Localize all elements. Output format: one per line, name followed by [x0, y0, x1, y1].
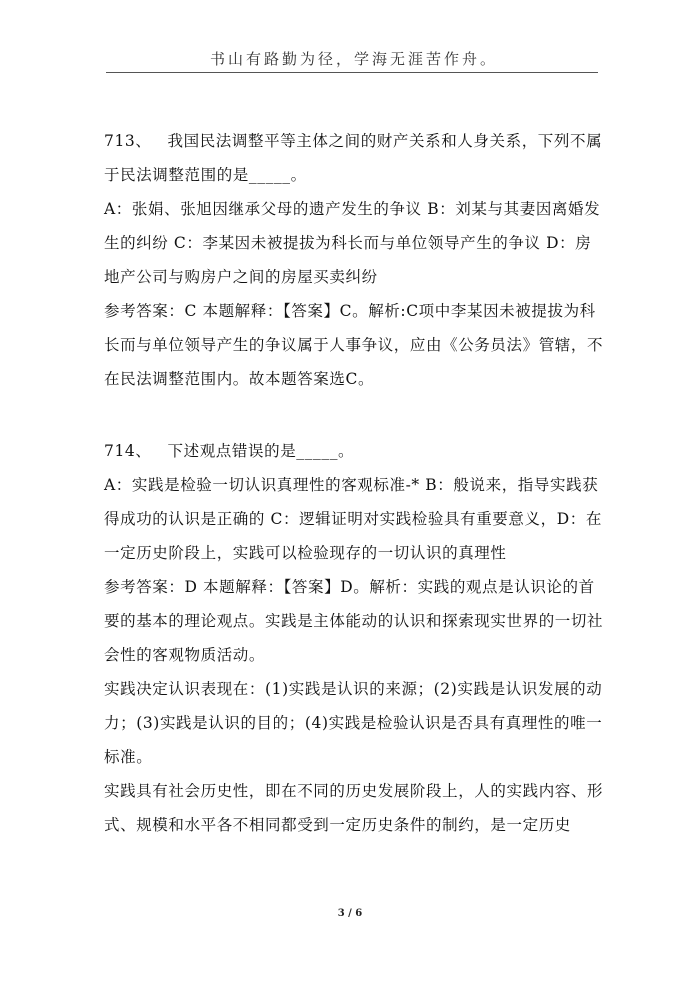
question-713	[104, 124, 604, 396]
question-options: A：实践是检验一切认识真理性的客观标准-* B：般说来，指导实践获得成功的认识是正确的 C：逻辑证明对实践检验具有重要意义，D：在一定历史阶段上，实践可以检验现存的一切认识的真理性	[104, 476, 602, 562]
answer-explanation: 参考答案：C 本题解释：【答案】C。解析:C项中李某因未被提拔为科长而与单位领导产生的争议属于人事争议，应由《公务员法》管辖，不在民法调整范围内。故本题答案选C。	[104, 302, 604, 388]
explanation-paragraph: 实践具有社会历史性，即在不同的历史发展阶段上，人的实践内容、形式、规模和水平各不相同都受到一定历史条件的制约，是一定历史	[104, 782, 604, 834]
question-number: 714、	[104, 442, 152, 460]
question-714	[104, 434, 604, 842]
document-body	[104, 124, 604, 842]
answer-explanation: 参考答案：D 本题解释：【答案】D。解析：实践的观点是认识论的首要的基本的理论观点。实践是主体能动的认识和探索现实世界的一切社会性的客观物质活动。	[104, 578, 604, 664]
question-options: A：张娟、张旭因继承父母的遗产发生的争议 B：刘某与其妻因离婚发生的纠纷 C：李某因未被提拔为科长而与单位领导产生的争议 D：房地产公司与购房户之间的房屋买卖纠纷	[104, 200, 601, 286]
explanation-paragraph: 实践决定认识表现在：(1)实践是认识的来源；(2)实践是认识发展的动力；(3)实践是认识的目的；(4)实践是检验认识是否具有真理性的唯一标准。	[104, 680, 603, 766]
question-text: 我国民法调整平等主体之间的财产关系和人身关系，下列不属于民法调整范围的是_____。	[104, 132, 603, 184]
question-stem	[104, 124, 604, 192]
question-stem	[104, 434, 604, 468]
header-divider	[106, 72, 598, 73]
question-number: 713、	[104, 132, 152, 150]
question-text: 下述观点错误的是_____。	[167, 442, 355, 460]
question-spacer	[104, 396, 604, 434]
page-header-motto: 书山有路勤为径，学海无涯苦作舟。	[209, 50, 498, 68]
page-number: 3 / 6	[337, 908, 363, 919]
